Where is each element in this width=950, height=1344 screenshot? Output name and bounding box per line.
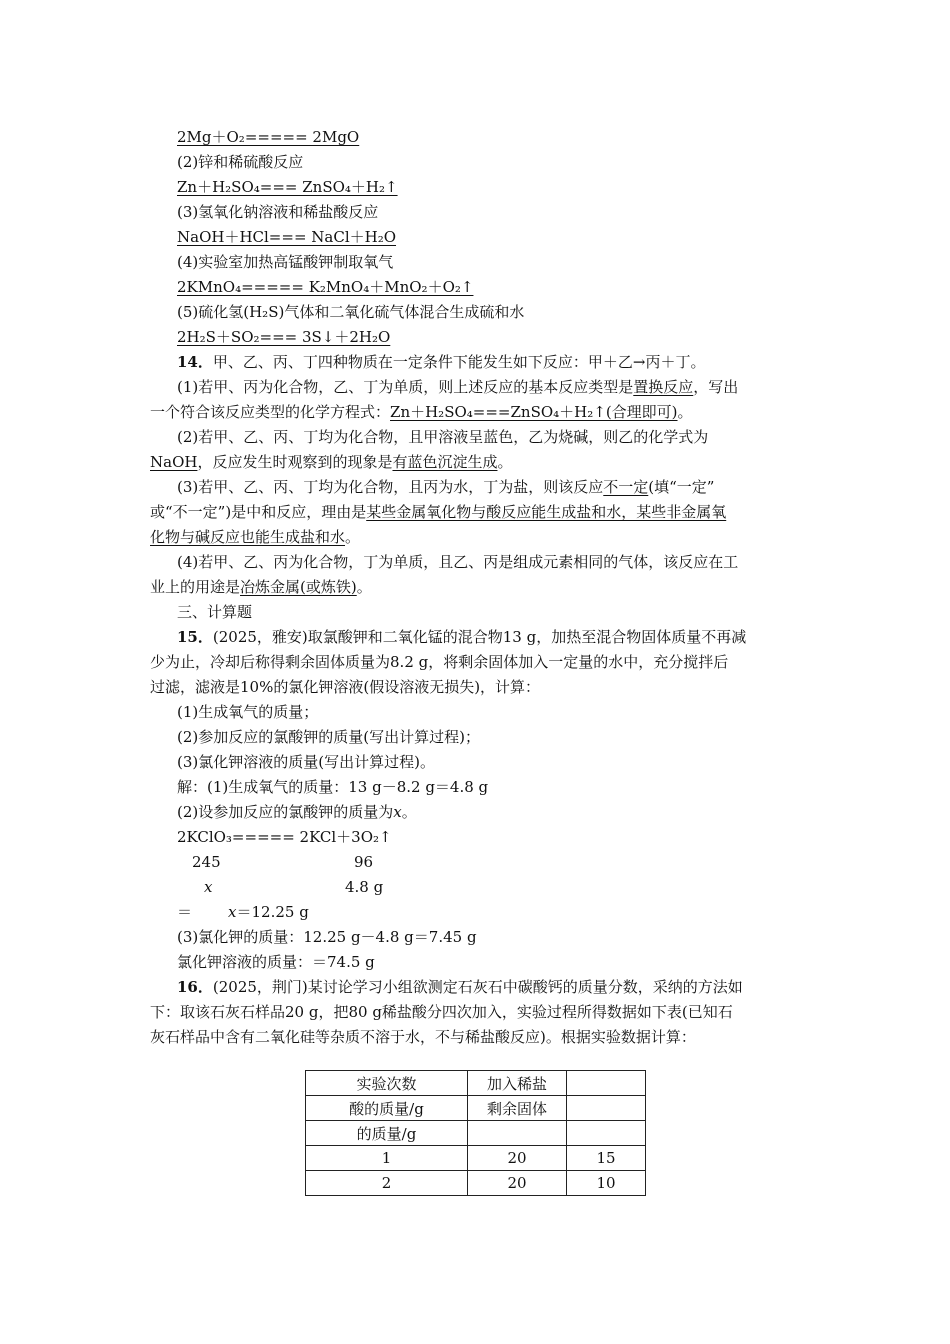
question-16-stem-cont: 下：取该石灰石样品20 g，把80 g稀盐酸分四次加入，实验过程所得数据如下表(已知石 [150,1003,733,1021]
question-number: 14． [177,353,213,371]
answer: Zn＋H₂SO₄===ZnSO₄＋H₂↑(合理即可) [390,403,678,421]
question-number: 16． [177,978,213,996]
question-item: (1)生成氧气的质量； [177,703,319,721]
solution-line: ＝ x＝12.25 g [177,903,309,921]
table-header-row: 的质量/g [306,1121,646,1146]
answer: 有蓝色沉淀生成 [392,453,498,471]
answer: 置换反应 [633,378,694,396]
answer: 化物与碱反应也能生成盐和水 [150,528,346,546]
molar-mass-value: 96 [354,853,374,871]
question-14-part2-cont: NaOH，反应发生时观察到的现象是有蓝色沉淀生成。 [150,453,513,471]
equation-line: 2H₂S＋SO₂=== 3S↓＋2H₂O [177,328,391,346]
question-14-part1: (1)若甲、丙为化合物，乙、丁为单质，则上述反应的基本反应类型是置换反应，写出 [177,378,739,396]
table-header-row: 实验次数 加入稀盐 [306,1071,646,1096]
question-16-stem: 16．(2025，荆门)某讨论学习小组欲测定石灰石中碳酸钙的质量分数，采纳的方法如 [177,978,743,996]
table-row: 1 20 15 [306,1146,646,1171]
equation-line: 2KClO₃===== 2KCl＋3O₂↑ [177,828,392,846]
answer: NaOH [150,453,198,471]
question-14-part4: (4)若甲、乙、丙为化合物，丁为单质，且乙、丙是组成元素相同的气体，该反应在工 [177,553,739,571]
question-item: (5)硫化氢(H₂S)气体和二氧化硫气体混合生成硫和水 [177,303,525,321]
answer: 冶炼金属(或炼铁) [240,578,357,596]
question-item: (2)锌和稀硫酸反应 [177,153,304,171]
question-item: (3)氯化钾溶液的质量(写出计算过程)。 [177,753,435,771]
question-15-stem: 15．(2025，雅安)取氯酸钾和二氧化锰的混合物13 g，加热至混合物固体质量不再减 [177,628,747,646]
question-item: (4)实验室加热高锰酸钾制取氧气 [177,253,394,271]
solution-line: (2)设参加反应的氯酸钾的质量为x。 [177,803,417,821]
solution-line: 解：(1)生成氧气的质量：13 g－8.2 g＝4.8 g [177,778,489,796]
solution-line: 氯化钾溶液的质量：＝74.5 g [177,953,375,971]
question-14-part3-cont: 或“不一定”)是中和反应，理由是某些金属氧化物与酸反应能生成盐和水，某些非金属氧 [150,503,727,521]
question-number: 15． [177,628,213,646]
question-15-stem-cont: 少为止，冷却后称得剩余固体质量为8.2 g，将剩余固体加入一定量的水中，充分搅拌后 [150,653,729,671]
question-item: (3)氢氧化钠溶液和稀盐酸反应 [177,203,379,221]
question-14-part3: (3)若甲、乙、丙、丁均为化合物，且丙为水，丁为盐，则该反应不一定(填“一定” [177,478,715,496]
known-mass: 4.8 g [345,878,384,896]
question-item: (2)参加反应的氯酸钾的质量(写出计算过程)； [177,728,480,746]
question-14-part3-cont2: 化物与碱反应也能生成盐和水。 [150,528,361,546]
question-16-stem-cont: 灰石样品中含有二氧化硅等杂质不溶于水，不与稀盐酸反应)。根据实验数据计算： [150,1028,696,1046]
table-header-row: 酸的质量/g 剩余固体 [306,1096,646,1121]
question-14-stem: 14．甲、乙、丙、丁四种物质在一定条件下能发生如下反应：甲＋乙→丙＋丁。 [177,353,706,371]
answer: 某些金属氧化物与酸反应能生成盐和水，某些非金属氧 [366,503,727,521]
equation-line: NaOH＋HCl=== NaCl＋H₂O [177,228,397,246]
variable-x: x [204,878,213,896]
table-row: 2 20 10 [306,1171,646,1196]
section-heading: 三、计算题 [177,603,253,621]
solution-line: (3)氯化钾的质量：12.25 g－4.8 g＝7.45 g [177,928,477,946]
equation-line: Zn＋H₂SO₄=== ZnSO₄＋H₂↑ [177,178,398,196]
answer: 不一定 [603,478,649,496]
equation-line: 2Mg＋O₂===== 2MgO [177,128,360,146]
question-15-stem-cont: 过滤，滤液是10%的氯化钾溶液(假设溶液无损失)，计算： [150,678,541,696]
equation-line: 2KMnO₄===== K₂MnO₄＋MnO₂＋O₂↑ [177,278,474,296]
question-14-part2: (2)若甲、乙、丙、丁均为化合物，且甲溶液呈蓝色，乙为烧碱，则乙的化学式为 [177,428,709,446]
molar-mass-value: 245 [192,853,221,871]
question-14-part1-cont: 一个符合该反应类型的化学方程式：Zn＋H₂SO₄===ZnSO₄＋H₂↑(合理即可)。 [150,403,693,421]
data-table [305,1070,646,1196]
question-14-part4-cont: 业上的用途是冶炼金属(或炼铁)。 [150,578,372,596]
